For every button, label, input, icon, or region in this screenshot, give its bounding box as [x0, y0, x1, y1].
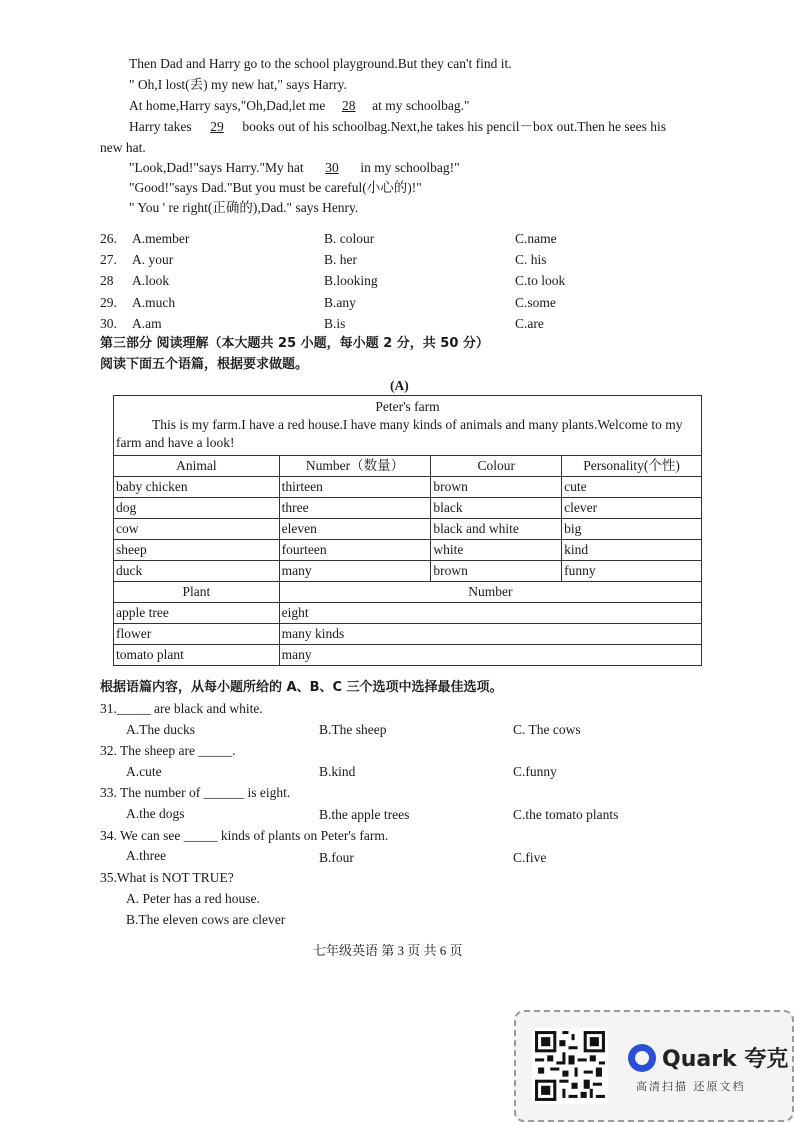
table-cell: flower	[114, 624, 280, 645]
table-cell: brown	[431, 477, 562, 498]
question-stem: 34. We can see _____ kinds of plants on Peter's farm.	[100, 828, 389, 843]
table-cell: three	[279, 498, 431, 519]
table-cell: sheep	[114, 540, 280, 561]
option-a: A. Peter has a red house.	[126, 891, 260, 906]
column-header: Personality(个性)	[562, 456, 702, 477]
option-b: B. colour	[324, 231, 375, 246]
farm-intro	[114, 396, 702, 456]
table-cell: funny	[562, 561, 702, 582]
table-cell: black and white	[431, 519, 562, 540]
table-cell: brown	[431, 561, 562, 582]
passage-label: (A)	[390, 378, 409, 393]
option-c: C.name	[515, 231, 557, 246]
table-intro-row	[114, 396, 702, 456]
option-a: A.the dogs	[126, 806, 185, 821]
passage-line-4	[129, 118, 666, 136]
question-stem: 35.What is NOT TRUE?	[100, 870, 234, 885]
option-c: C. his	[515, 252, 547, 267]
section-instruction: 阅读下面五个语篇，根据要求做题。	[100, 357, 309, 372]
cloze-number: 29.	[100, 295, 117, 310]
table-header-row	[114, 456, 702, 477]
table-cell: duck	[114, 561, 280, 582]
option-c: C.five	[513, 850, 547, 865]
table-cell: many	[279, 561, 431, 582]
option-a: A.The ducks	[126, 722, 195, 737]
column-header: Number（数量）	[279, 456, 431, 477]
section-title: 第三部分 阅读理解（本大题共 25 小题，每小题 2 分，共 50 分）	[100, 336, 489, 351]
passage-text: in my schoolbag!"	[360, 160, 460, 175]
table-cell: tomato plant	[114, 645, 280, 666]
option-c: C. The cows	[513, 722, 581, 737]
table-cell: cute	[562, 477, 702, 498]
option-b: B.four	[319, 850, 354, 865]
table-cell: many kinds	[279, 624, 701, 645]
farm-intro-text: This is my farm.I have a red house.I have many kinds of animals and many plants.Welcome to my farm and have a look!	[116, 417, 683, 450]
cloze-number: 27.	[100, 252, 117, 267]
option-a: A.am	[132, 316, 162, 331]
option-c: C.some	[515, 295, 556, 310]
option-a: A. your	[132, 252, 174, 267]
passage-text: "Look,Dad!"says Harry."My hat	[129, 160, 304, 175]
blank-29: 29	[210, 119, 224, 134]
plant-header-row	[114, 582, 702, 603]
cloze-number: 28	[100, 273, 114, 288]
passage-text: Harry takes	[129, 119, 192, 134]
column-header: Plant	[114, 582, 280, 603]
option-b: B.any	[324, 295, 356, 310]
reading-instruction: 根据语篇内容，从每小题所给的 A、B、C 三个选项中选择最佳选项。	[100, 680, 503, 695]
option-a: A.member	[132, 231, 190, 246]
table-row	[114, 540, 702, 561]
option-b: B.is	[324, 316, 346, 331]
passage-line-6: "Good!"says Dad."But you must be careful(小心的)!"	[129, 180, 422, 195]
table-row	[114, 603, 702, 624]
option-b: B.The eleven cows are clever	[126, 912, 286, 927]
passage-line-4-cont: new hat.	[100, 140, 146, 155]
option-a: A.cute	[126, 764, 162, 779]
table-row	[114, 645, 702, 666]
passage-text: books out of his schoolbag.Next,he takes his pencil－box out.Then he sees his	[242, 119, 667, 134]
option-b: B.the apple trees	[319, 807, 410, 822]
passage-text: at my schoolbag."	[372, 98, 470, 113]
option-b: B.The sheep	[319, 722, 387, 737]
table-cell: white	[431, 540, 562, 561]
option-a: A.three	[126, 848, 167, 863]
table-row	[114, 561, 702, 582]
passage-text: At home,Harry says,"Oh,Dad,let me	[129, 98, 326, 113]
table-cell: black	[431, 498, 562, 519]
blank-28: 28	[341, 98, 356, 113]
table-row	[114, 498, 702, 519]
table-cell: thirteen	[279, 477, 431, 498]
passage-line-1: Then Dad and Harry go to the school playground.But they can't find it.	[129, 56, 512, 71]
question-stem: 33. The number of ______ is eight.	[100, 785, 291, 800]
option-b: B.kind	[319, 764, 356, 779]
option-c: C.the tomato plants	[513, 807, 619, 822]
table-row	[114, 477, 702, 498]
qr-code-icon	[532, 1028, 608, 1104]
table-row	[114, 624, 702, 645]
cloze-number: 30.	[100, 316, 117, 331]
quark-logo-icon	[628, 1044, 656, 1072]
option-c: C.funny	[513, 764, 557, 779]
farm-table	[113, 395, 702, 666]
passage-line-5	[129, 159, 460, 177]
passage-line-7: " You ' re right(正确的),Dad." says Henry.	[129, 200, 359, 215]
option-c: C.to look	[515, 273, 566, 288]
table-cell: clever	[562, 498, 702, 519]
quark-brand-name: Quark 夸克	[662, 1047, 789, 1072]
question-stem: 32. The sheep are _____.	[100, 743, 236, 758]
column-header: Animal	[114, 456, 280, 477]
option-a: A.much	[132, 295, 176, 310]
table-cell: big	[562, 519, 702, 540]
table-cell: fourteen	[279, 540, 431, 561]
table-cell: eleven	[279, 519, 431, 540]
page-footer: 七年级英语 第 3 页 共 6 页	[313, 943, 463, 958]
column-header: Number	[279, 582, 701, 603]
table-cell: cow	[114, 519, 280, 540]
cloze-number: 26.	[100, 231, 117, 246]
table-row	[114, 519, 702, 540]
blank-30: 30	[325, 160, 339, 175]
table-cell: eight	[279, 603, 701, 624]
quark-logo	[628, 1042, 788, 1073]
passage-line-2: " Oh,I lost(丢) my new hat," says Harry.	[129, 77, 347, 92]
table-cell: dog	[114, 498, 280, 519]
farm-title: Peter's farm	[375, 399, 440, 414]
quark-watermark	[514, 1010, 794, 1122]
quark-slogan: 高清扫描 还原文档	[636, 1080, 746, 1093]
table-cell: kind	[562, 540, 702, 561]
passage-line-3	[129, 97, 469, 115]
option-b: B. her	[324, 252, 357, 267]
column-header: Colour	[431, 456, 562, 477]
option-a: A.look	[132, 273, 170, 288]
option-b: B.looking	[324, 273, 378, 288]
option-c: C.are	[515, 316, 544, 331]
question-stem: 31._____ are black and white.	[100, 701, 263, 716]
table-cell: apple tree	[114, 603, 280, 624]
table-cell: many	[279, 645, 701, 666]
table-cell: baby chicken	[114, 477, 280, 498]
